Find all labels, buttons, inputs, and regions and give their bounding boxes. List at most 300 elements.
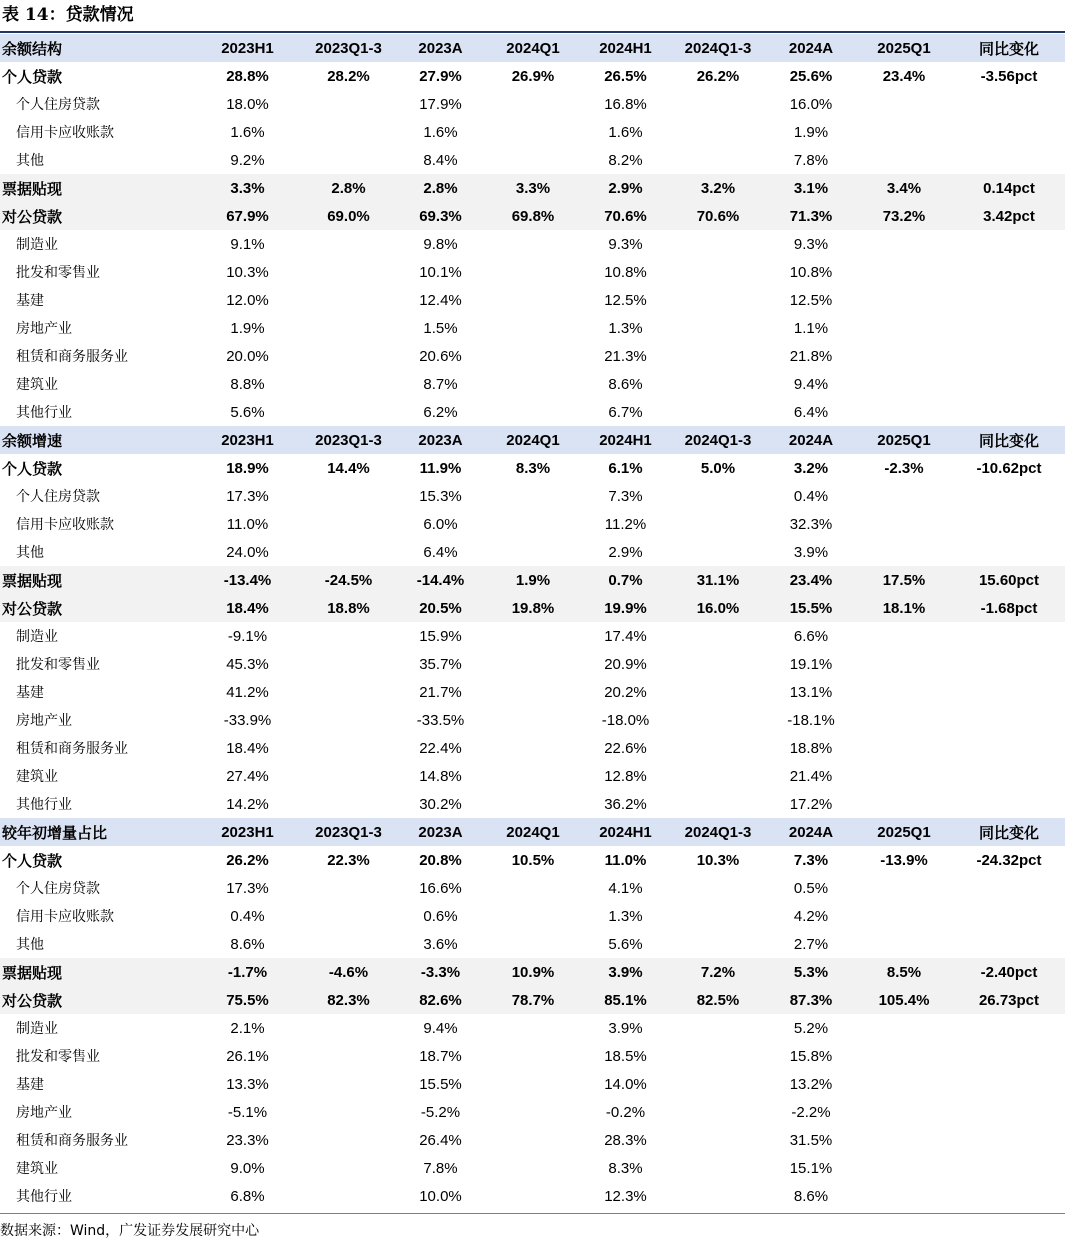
table-cell: 8.4% bbox=[423, 151, 458, 169]
table-cell bbox=[855, 930, 953, 958]
table-cell: -2.40pct bbox=[953, 958, 1065, 986]
table-cell bbox=[300, 90, 397, 118]
bottom-divider bbox=[0, 1213, 1065, 1214]
table-cell bbox=[953, 510, 1065, 538]
table-row bbox=[0, 342, 1065, 370]
table-cell: 12.5% bbox=[604, 291, 647, 309]
table-cell bbox=[484, 370, 582, 398]
table-cell bbox=[669, 1042, 767, 1070]
table-cell bbox=[855, 90, 953, 118]
table-cell bbox=[484, 230, 582, 258]
table-cell: 71.3% bbox=[767, 202, 855, 230]
table-cell bbox=[484, 286, 582, 314]
table-cell: 20.0% bbox=[226, 347, 269, 365]
table-cell: 6.4% bbox=[423, 543, 458, 561]
table-row bbox=[0, 454, 1065, 482]
table-cell: 11.0% bbox=[226, 515, 269, 533]
table-cell: 9.1% bbox=[230, 235, 265, 253]
table-cell bbox=[669, 286, 767, 314]
table-row bbox=[0, 538, 1065, 566]
table-cell: 23.3% bbox=[226, 1131, 269, 1149]
table-cell bbox=[300, 902, 397, 930]
row-label: 批发和零售业 bbox=[16, 265, 100, 281]
table-cell bbox=[855, 118, 953, 146]
row-label: 票据贴现 bbox=[0, 174, 195, 202]
table-row bbox=[0, 958, 1065, 986]
table-cell bbox=[855, 1042, 953, 1070]
table-cell: 3.4% bbox=[855, 174, 953, 202]
table-cell: 8.6% bbox=[230, 935, 265, 953]
table-cell: 0.7% bbox=[582, 566, 669, 594]
table-cell bbox=[855, 510, 953, 538]
table-cell: 41.2% bbox=[226, 683, 269, 701]
table-cell bbox=[300, 930, 397, 958]
table-cell: 2.9% bbox=[608, 543, 643, 561]
table-cell: 9.4% bbox=[793, 375, 829, 393]
table-cell bbox=[953, 762, 1065, 790]
row-label: 其他行业 bbox=[16, 1189, 72, 1205]
row-label: 基建 bbox=[16, 293, 44, 309]
row-label: 制造业 bbox=[16, 1021, 58, 1037]
table-cell: 31.1% bbox=[669, 566, 767, 594]
table-cell: 3.9% bbox=[793, 543, 829, 561]
table-cell: 6.6% bbox=[793, 627, 829, 645]
column-header: 2023H1 bbox=[195, 34, 300, 62]
table-cell bbox=[855, 482, 953, 510]
table-cell bbox=[669, 258, 767, 286]
table-cell bbox=[300, 790, 397, 818]
table-row bbox=[0, 566, 1065, 594]
table-cell: 5.2% bbox=[793, 1019, 829, 1037]
table-cell: 6.8% bbox=[230, 1187, 265, 1205]
table-cell: 8.2% bbox=[608, 151, 643, 169]
table-cell: 4.2% bbox=[793, 907, 829, 925]
table-cell: 6.2% bbox=[423, 403, 458, 421]
column-header: 2025Q1 bbox=[855, 34, 953, 62]
table-cell: -24.5% bbox=[300, 566, 397, 594]
table-cell: 85.1% bbox=[582, 986, 669, 1014]
table-cell bbox=[300, 146, 397, 174]
table-cell: 70.6% bbox=[669, 202, 767, 230]
table-row bbox=[0, 258, 1065, 286]
table-cell: 20.6% bbox=[419, 347, 462, 365]
table-cell: 20.8% bbox=[419, 851, 462, 869]
table-cell: 15.9% bbox=[419, 627, 462, 645]
table-cell bbox=[300, 762, 397, 790]
table-cell: 20.5% bbox=[397, 594, 484, 622]
table-row bbox=[0, 1098, 1065, 1126]
table-row bbox=[0, 482, 1065, 510]
table-cell bbox=[300, 1182, 397, 1210]
table-cell: 3.9% bbox=[582, 958, 669, 986]
table-cell: 6.0% bbox=[423, 515, 458, 533]
table-cell: 9.2% bbox=[230, 151, 265, 169]
table-cell: 10.8% bbox=[604, 263, 647, 281]
table-cell: 13.2% bbox=[789, 1075, 833, 1093]
table-cell: 9.3% bbox=[793, 235, 829, 253]
table-cell bbox=[953, 1042, 1065, 1070]
section-header-row bbox=[0, 34, 1065, 62]
table-cell: -18.1% bbox=[787, 711, 835, 729]
row-label: 其他 bbox=[16, 937, 44, 953]
table-cell bbox=[855, 650, 953, 678]
table-cell bbox=[300, 314, 397, 342]
column-header: 2024H1 bbox=[582, 34, 669, 62]
column-header: 2023Q1-3 bbox=[300, 818, 397, 846]
table-row bbox=[0, 370, 1065, 398]
table-cell: -13.9% bbox=[880, 851, 928, 869]
table-cell: 22.6% bbox=[604, 739, 647, 757]
table-cell bbox=[953, 874, 1065, 902]
table-row bbox=[0, 510, 1065, 538]
row-label: 个人贷款 bbox=[2, 459, 63, 478]
column-header: 2024A bbox=[767, 818, 855, 846]
column-header: 2024Q1 bbox=[484, 426, 582, 454]
table-cell bbox=[855, 286, 953, 314]
row-label: 个人贷款 bbox=[2, 851, 63, 870]
table-cell bbox=[669, 790, 767, 818]
row-label: 其他行业 bbox=[16, 797, 72, 813]
column-header: 2024A bbox=[767, 426, 855, 454]
section-header-row bbox=[0, 818, 1065, 846]
table-cell bbox=[484, 650, 582, 678]
table-cell bbox=[855, 398, 953, 426]
table-cell: 3.9% bbox=[608, 1019, 643, 1037]
table-cell bbox=[669, 482, 767, 510]
table-cell: 8.5% bbox=[855, 958, 953, 986]
table-cell bbox=[484, 762, 582, 790]
table-cell: 2.9% bbox=[582, 174, 669, 202]
row-label: 对公贷款 bbox=[0, 986, 195, 1014]
table-cell bbox=[855, 762, 953, 790]
table-cell bbox=[953, 678, 1065, 706]
table-cell bbox=[484, 510, 582, 538]
table-cell bbox=[484, 1126, 582, 1154]
table-cell: 10.1% bbox=[419, 263, 462, 281]
table-cell bbox=[669, 650, 767, 678]
table-row bbox=[0, 706, 1065, 734]
table-cell bbox=[300, 482, 397, 510]
row-label: 其他行业 bbox=[16, 405, 72, 421]
table-cell: 69.8% bbox=[484, 202, 582, 230]
row-label: 个人住房贷款 bbox=[16, 881, 100, 897]
table-cell: 5.6% bbox=[608, 935, 643, 953]
table-cell bbox=[855, 706, 953, 734]
table-cell: 17.9% bbox=[419, 95, 462, 113]
table-cell: 3.2% bbox=[669, 174, 767, 202]
table-cell bbox=[855, 1070, 953, 1098]
table-cell: 22.3% bbox=[327, 851, 370, 869]
table-cell: 10.0% bbox=[419, 1187, 462, 1205]
table-cell: 10.3% bbox=[226, 263, 269, 281]
table-cell: 7.8% bbox=[423, 1159, 458, 1177]
table-cell bbox=[953, 1154, 1065, 1182]
table-cell bbox=[855, 874, 953, 902]
table-cell: 17.5% bbox=[855, 566, 953, 594]
table-cell: 24.0% bbox=[226, 543, 269, 561]
table-row bbox=[0, 174, 1065, 202]
table-cell: 16.0% bbox=[669, 594, 767, 622]
table-cell: 30.2% bbox=[419, 795, 462, 813]
table-cell bbox=[300, 678, 397, 706]
row-label: 批发和零售业 bbox=[16, 657, 100, 673]
table-cell bbox=[300, 1014, 397, 1042]
table-cell: 17.3% bbox=[226, 879, 269, 897]
table-cell bbox=[855, 1098, 953, 1126]
table-cell: 28.8% bbox=[226, 67, 269, 85]
table-cell: 20.2% bbox=[604, 683, 647, 701]
table-cell: 14.2% bbox=[226, 795, 269, 813]
table-cell: 35.7% bbox=[419, 655, 462, 673]
table-cell: 18.1% bbox=[855, 594, 953, 622]
table-cell: 12.4% bbox=[419, 291, 462, 309]
table-cell bbox=[669, 874, 767, 902]
table-cell: 82.6% bbox=[397, 986, 484, 1014]
column-header: 2023Q1-3 bbox=[300, 426, 397, 454]
table-cell bbox=[953, 286, 1065, 314]
table-cell: -9.1% bbox=[227, 627, 268, 645]
table-row bbox=[0, 1070, 1065, 1098]
row-label: 制造业 bbox=[16, 629, 58, 645]
table-cell: 22.4% bbox=[419, 739, 462, 757]
table-cell: 4.1% bbox=[608, 879, 643, 897]
table-cell: -10.62pct bbox=[976, 459, 1042, 477]
table-row bbox=[0, 986, 1065, 1014]
table-cell bbox=[953, 118, 1065, 146]
table-cell: 26.73pct bbox=[953, 986, 1065, 1014]
table-cell: 15.60pct bbox=[953, 566, 1065, 594]
table-cell: 3.6% bbox=[423, 935, 458, 953]
table-cell bbox=[300, 286, 397, 314]
column-header: 2024Q1-3 bbox=[669, 426, 767, 454]
table-cell: 12.8% bbox=[604, 767, 647, 785]
section-title: 余额结构 bbox=[0, 34, 195, 62]
table-cell: 0.5% bbox=[793, 879, 829, 897]
table-cell bbox=[669, 902, 767, 930]
table-cell: 15.1% bbox=[789, 1159, 833, 1177]
table-cell: 28.3% bbox=[604, 1131, 647, 1149]
table-cell: 27.4% bbox=[226, 767, 269, 785]
table-cell bbox=[484, 930, 582, 958]
table-cell: 26.5% bbox=[604, 67, 647, 85]
table-cell: 1.5% bbox=[423, 319, 458, 337]
table-cell: 3.3% bbox=[484, 174, 582, 202]
row-label: 票据贴现 bbox=[0, 566, 195, 594]
table-cell bbox=[953, 706, 1065, 734]
table-cell bbox=[669, 146, 767, 174]
table-cell: 73.2% bbox=[855, 202, 953, 230]
column-header: 2025Q1 bbox=[855, 818, 953, 846]
table-cell bbox=[855, 734, 953, 762]
table-row bbox=[0, 286, 1065, 314]
table-cell: 3.2% bbox=[793, 459, 829, 477]
table-cell bbox=[855, 1182, 953, 1210]
row-label: 基建 bbox=[16, 685, 44, 701]
table-row bbox=[0, 1126, 1065, 1154]
table-cell bbox=[484, 1154, 582, 1182]
table-cell: 17.3% bbox=[226, 487, 269, 505]
table-cell: 23.4% bbox=[882, 67, 926, 85]
table-row bbox=[0, 874, 1065, 902]
table-cell: 10.8% bbox=[789, 263, 833, 281]
table-cell: 16.0% bbox=[789, 95, 833, 113]
column-header: 2024Q1-3 bbox=[669, 818, 767, 846]
row-label: 租赁和商务服务业 bbox=[16, 349, 128, 365]
column-header: 同比变化 bbox=[953, 34, 1065, 62]
table-cell: 13.1% bbox=[789, 683, 833, 701]
table-cell: 6.4% bbox=[793, 403, 829, 421]
table-cell: -3.56pct bbox=[980, 67, 1038, 85]
table-cell bbox=[484, 146, 582, 174]
table-cell bbox=[300, 1126, 397, 1154]
table-cell: 18.0% bbox=[226, 95, 269, 113]
table-cell: -4.6% bbox=[300, 958, 397, 986]
table-cell: -13.4% bbox=[195, 566, 300, 594]
column-header: 2024H1 bbox=[582, 426, 669, 454]
table-cell bbox=[484, 734, 582, 762]
row-label: 信用卡应收账款 bbox=[16, 517, 114, 533]
table-cell: 45.3% bbox=[226, 655, 269, 673]
row-label: 信用卡应收账款 bbox=[16, 909, 114, 925]
table-cell bbox=[953, 370, 1065, 398]
table-cell bbox=[300, 1042, 397, 1070]
table-cell: 12.5% bbox=[789, 291, 833, 309]
table-cell: 75.5% bbox=[195, 986, 300, 1014]
table-row bbox=[0, 1182, 1065, 1210]
table-cell bbox=[300, 734, 397, 762]
table-cell: 27.9% bbox=[419, 67, 462, 85]
table-cell bbox=[953, 482, 1065, 510]
column-header: 2023A bbox=[397, 818, 484, 846]
table-cell bbox=[953, 622, 1065, 650]
row-label: 个人住房贷款 bbox=[16, 97, 100, 113]
table-cell bbox=[669, 678, 767, 706]
table-cell: 0.14pct bbox=[953, 174, 1065, 202]
table-cell bbox=[953, 538, 1065, 566]
table-cell: 11.0% bbox=[604, 851, 647, 869]
section-title: 余额增速 bbox=[0, 426, 195, 454]
table-row bbox=[0, 62, 1065, 90]
table-cell: 6.1% bbox=[608, 459, 643, 477]
table-cell bbox=[484, 258, 582, 286]
table-cell bbox=[484, 90, 582, 118]
table-row bbox=[0, 398, 1065, 426]
row-label: 租赁和商务服务业 bbox=[16, 741, 128, 757]
table-cell bbox=[300, 1098, 397, 1126]
table-cell: 5.6% bbox=[230, 403, 265, 421]
table-cell bbox=[855, 790, 953, 818]
table-cell bbox=[300, 622, 397, 650]
table-cell bbox=[300, 874, 397, 902]
column-header: 2023A bbox=[397, 34, 484, 62]
row-label: 对公贷款 bbox=[0, 594, 195, 622]
table-body bbox=[0, 34, 1065, 1210]
table-cell bbox=[669, 762, 767, 790]
table-cell: 7.8% bbox=[793, 151, 829, 169]
table-cell bbox=[669, 1098, 767, 1126]
table-cell bbox=[300, 510, 397, 538]
table-cell: 2.8% bbox=[300, 174, 397, 202]
table-cell: 18.8% bbox=[300, 594, 397, 622]
table-cell bbox=[953, 230, 1065, 258]
table-cell: 0.4% bbox=[793, 487, 829, 505]
row-label: 房地产业 bbox=[16, 713, 72, 729]
table-cell: 9.3% bbox=[608, 235, 643, 253]
table-cell bbox=[953, 650, 1065, 678]
table-cell: 3.1% bbox=[767, 174, 855, 202]
table-cell: 12.3% bbox=[604, 1187, 647, 1205]
column-header: 2025Q1 bbox=[855, 426, 953, 454]
table-cell: 21.4% bbox=[789, 767, 833, 785]
column-header: 同比变化 bbox=[953, 426, 1065, 454]
column-header: 2024A bbox=[767, 34, 855, 62]
table-cell bbox=[953, 1070, 1065, 1098]
table-cell bbox=[300, 118, 397, 146]
section-title: 较年初增量占比 bbox=[0, 818, 195, 846]
table-cell bbox=[669, 622, 767, 650]
table-cell bbox=[855, 146, 953, 174]
table-cell bbox=[855, 1126, 953, 1154]
table-cell bbox=[484, 1042, 582, 1070]
title-divider bbox=[0, 31, 1065, 33]
table-cell: 3.42pct bbox=[953, 202, 1065, 230]
row-label: 票据贴现 bbox=[0, 958, 195, 986]
table-row bbox=[0, 678, 1065, 706]
table-cell bbox=[953, 902, 1065, 930]
table-cell: 1.9% bbox=[230, 319, 265, 337]
table-cell bbox=[669, 398, 767, 426]
row-label: 基建 bbox=[16, 1077, 44, 1093]
table-cell bbox=[300, 706, 397, 734]
table-cell: -18.0% bbox=[601, 711, 650, 729]
table-cell: 8.8% bbox=[230, 375, 265, 393]
table-cell bbox=[669, 1014, 767, 1042]
table-cell: 18.5% bbox=[604, 1047, 647, 1065]
table-cell: 70.6% bbox=[582, 202, 669, 230]
table-cell bbox=[669, 538, 767, 566]
table-cell: 82.5% bbox=[669, 986, 767, 1014]
table-cell bbox=[855, 230, 953, 258]
table-cell bbox=[855, 538, 953, 566]
table-cell: 15.5% bbox=[767, 594, 855, 622]
table-cell: 5.0% bbox=[700, 459, 736, 477]
column-header: 2024Q1-3 bbox=[669, 34, 767, 62]
table-row bbox=[0, 118, 1065, 146]
table-cell: 18.8% bbox=[789, 739, 833, 757]
row-label: 制造业 bbox=[16, 237, 58, 253]
table-cell bbox=[953, 1182, 1065, 1210]
table-cell: 0.6% bbox=[423, 907, 458, 925]
table-cell: 18.7% bbox=[419, 1047, 462, 1065]
table-cell bbox=[484, 678, 582, 706]
loan-table bbox=[0, 34, 1065, 1210]
table-cell: -14.4% bbox=[397, 566, 484, 594]
table-row bbox=[0, 1014, 1065, 1042]
table-cell bbox=[484, 706, 582, 734]
row-label: 对公贷款 bbox=[0, 202, 195, 230]
table-cell bbox=[855, 1014, 953, 1042]
table-cell bbox=[484, 538, 582, 566]
table-cell: 82.3% bbox=[300, 986, 397, 1014]
table-cell bbox=[855, 622, 953, 650]
table-row bbox=[0, 202, 1065, 230]
table-cell bbox=[855, 314, 953, 342]
table-cell bbox=[855, 342, 953, 370]
row-label: 个人贷款 bbox=[2, 67, 63, 86]
table-cell: 17.2% bbox=[789, 795, 833, 813]
table-cell: 7.3% bbox=[608, 487, 643, 505]
table-cell bbox=[300, 538, 397, 566]
